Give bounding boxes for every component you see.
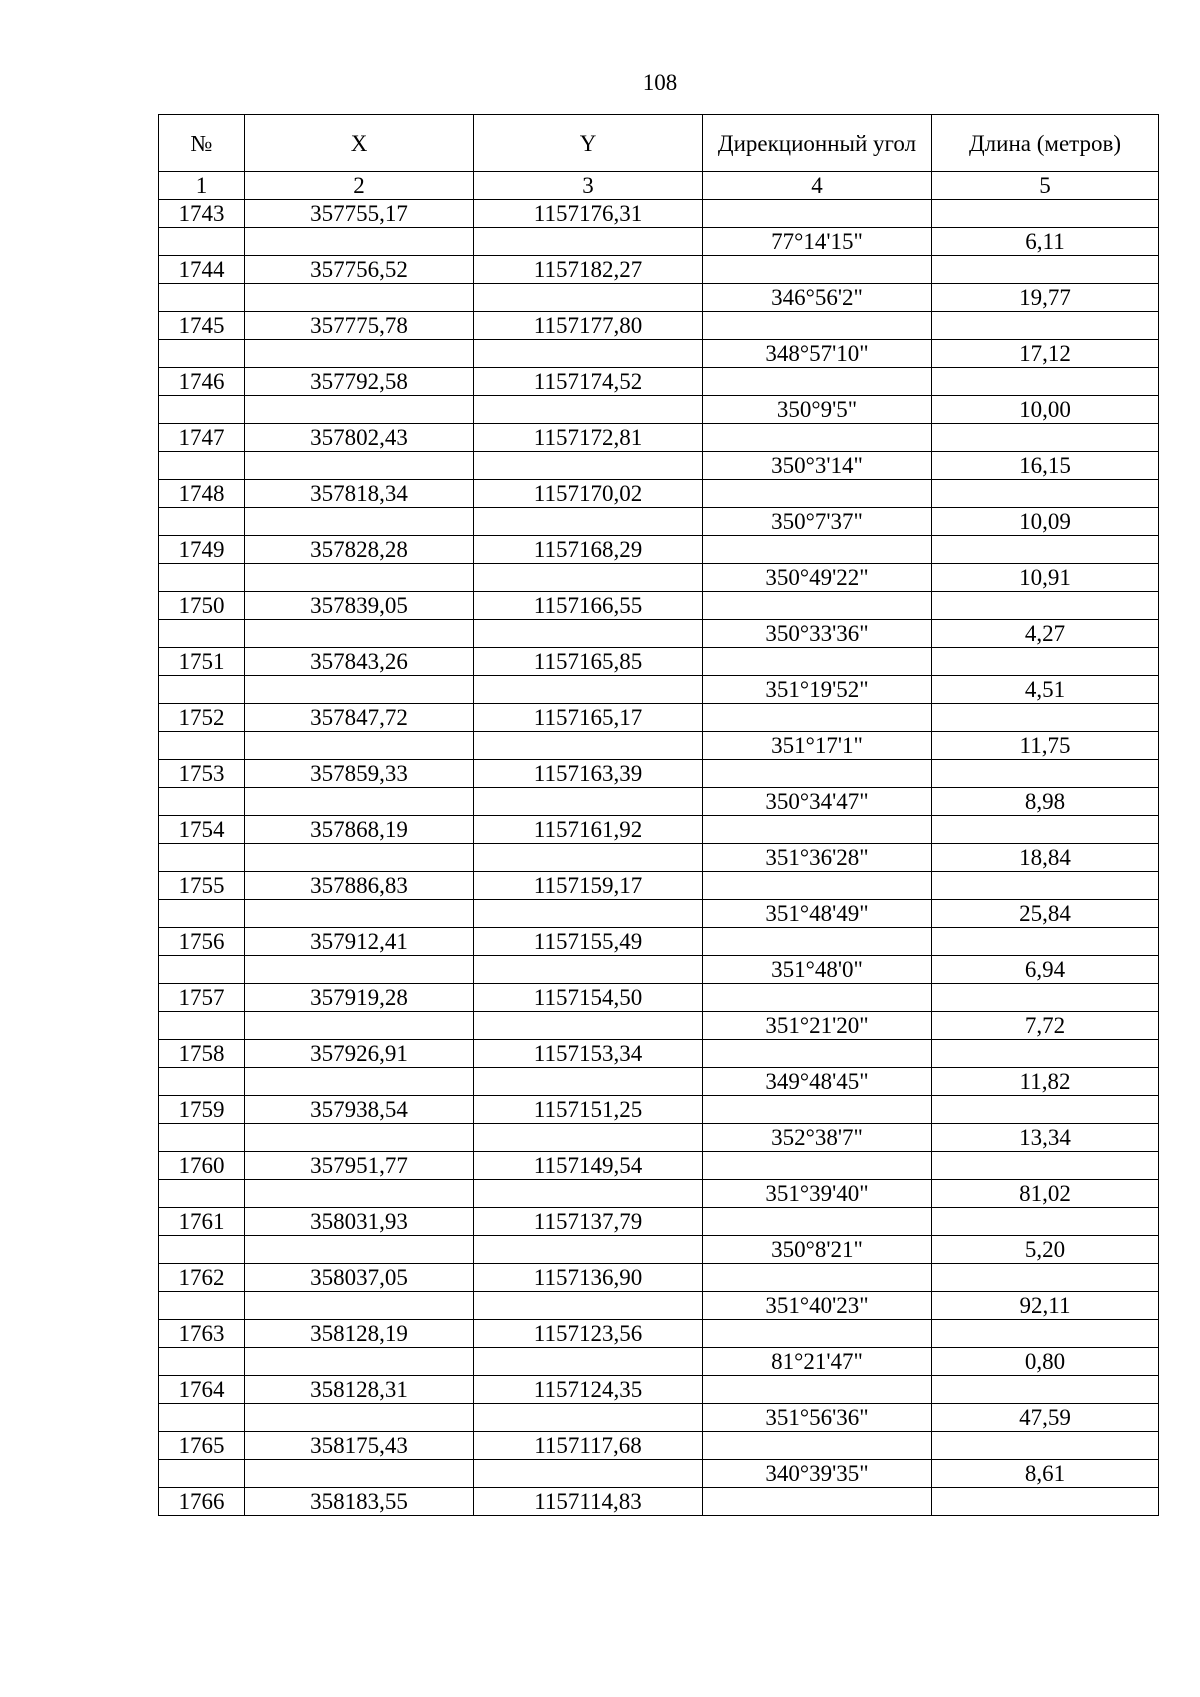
y-coordinate-cell [474, 1012, 703, 1040]
table-row [159, 1236, 1159, 1264]
length-cell [932, 816, 1159, 844]
point-number-cell: 1762 [159, 1264, 245, 1292]
x-coordinate-cell: 358031,93 [245, 1208, 474, 1236]
point-number-cell [159, 1236, 245, 1264]
x-coordinate-cell: 358175,43 [245, 1432, 474, 1460]
x-coordinate-cell: 357912,41 [245, 928, 474, 956]
x-coordinate-cell [245, 1236, 474, 1264]
y-coordinate-cell: 1157151,25 [474, 1096, 703, 1124]
x-coordinate-cell [245, 228, 474, 256]
point-number-cell [159, 1068, 245, 1096]
table-row [159, 452, 1159, 480]
x-coordinate-cell: 358183,55 [245, 1488, 474, 1516]
point-number-cell [159, 788, 245, 816]
table-row [159, 816, 1159, 844]
point-number-cell: 1757 [159, 984, 245, 1012]
x-coordinate-cell [245, 1180, 474, 1208]
length-cell [932, 1376, 1159, 1404]
x-coordinate-cell [245, 1068, 474, 1096]
direction-angle-cell [703, 872, 932, 900]
x-coordinate-cell: 357839,05 [245, 592, 474, 620]
point-number-cell [159, 900, 245, 928]
page-number: 108 [642, 70, 678, 95]
length-cell [932, 592, 1159, 620]
length-cell [932, 872, 1159, 900]
x-coordinate-cell: 357755,17 [245, 200, 474, 228]
y-coordinate-cell: 1157153,34 [474, 1040, 703, 1068]
y-coordinate-cell [474, 340, 703, 368]
x-coordinate-cell: 357792,58 [245, 368, 474, 396]
x-coordinate-cell [245, 1460, 474, 1488]
point-number-cell [159, 396, 245, 424]
y-coordinate-cell: 1157166,55 [474, 592, 703, 620]
direction-angle-cell [703, 368, 932, 396]
direction-angle-cell: 77°14'15" [703, 228, 932, 256]
y-coordinate-cell [474, 1404, 703, 1432]
point-number-cell: 1764 [159, 1376, 245, 1404]
point-number-cell: 1751 [159, 648, 245, 676]
x-coordinate-cell: 357843,26 [245, 648, 474, 676]
header-direction-angle: Дирекционный угол [703, 115, 932, 172]
table-row [159, 1068, 1159, 1096]
y-coordinate-cell [474, 508, 703, 536]
length-cell: 18,84 [932, 844, 1159, 872]
direction-angle-cell: 350°9'5" [703, 396, 932, 424]
length-cell: 10,91 [932, 564, 1159, 592]
point-number-cell [159, 1180, 245, 1208]
column-number: 4 [703, 172, 932, 200]
table-row [159, 1180, 1159, 1208]
table-row [159, 480, 1159, 508]
direction-angle-cell [703, 1264, 932, 1292]
table-row [159, 1152, 1159, 1180]
table-row [159, 1012, 1159, 1040]
direction-angle-cell [703, 1320, 932, 1348]
length-cell: 8,61 [932, 1460, 1159, 1488]
table-row [159, 620, 1159, 648]
y-coordinate-cell [474, 844, 703, 872]
length-cell [932, 760, 1159, 788]
header-number: № [159, 115, 245, 172]
x-coordinate-cell [245, 1012, 474, 1040]
direction-angle-cell: 350°49'22" [703, 564, 932, 592]
length-cell [932, 1040, 1159, 1068]
table-row [159, 200, 1159, 228]
point-number-cell [159, 1348, 245, 1376]
y-coordinate-cell: 1157114,83 [474, 1488, 703, 1516]
table-row [159, 1432, 1159, 1460]
direction-angle-cell: 351°48'49" [703, 900, 932, 928]
table-row [159, 1292, 1159, 1320]
length-cell: 81,02 [932, 1180, 1159, 1208]
y-coordinate-cell: 1157177,80 [474, 312, 703, 340]
length-cell [932, 536, 1159, 564]
y-coordinate-cell: 1157182,27 [474, 256, 703, 284]
y-coordinate-cell [474, 1124, 703, 1152]
length-cell: 4,27 [932, 620, 1159, 648]
direction-angle-cell [703, 1432, 932, 1460]
y-coordinate-cell: 1157154,50 [474, 984, 703, 1012]
point-number-cell: 1766 [159, 1488, 245, 1516]
y-coordinate-cell: 1157176,31 [474, 200, 703, 228]
table-row [159, 956, 1159, 984]
table-row [159, 312, 1159, 340]
point-number-cell [159, 844, 245, 872]
direction-angle-cell [703, 1488, 932, 1516]
length-cell [932, 1096, 1159, 1124]
length-cell [932, 312, 1159, 340]
column-number: 1 [159, 172, 245, 200]
point-number-cell [159, 1460, 245, 1488]
length-cell: 25,84 [932, 900, 1159, 928]
length-cell [932, 704, 1159, 732]
point-number-cell [159, 452, 245, 480]
table-row [159, 340, 1159, 368]
length-cell [932, 1152, 1159, 1180]
y-coordinate-cell: 1157155,49 [474, 928, 703, 956]
length-cell: 7,72 [932, 1012, 1159, 1040]
y-coordinate-cell [474, 900, 703, 928]
length-cell: 92,11 [932, 1292, 1159, 1320]
length-cell: 47,59 [932, 1404, 1159, 1432]
direction-angle-cell [703, 1152, 932, 1180]
point-number-cell: 1743 [159, 200, 245, 228]
direction-angle-cell [703, 424, 932, 452]
table-row [159, 536, 1159, 564]
point-number-cell [159, 340, 245, 368]
x-coordinate-cell [245, 788, 474, 816]
point-number-cell: 1747 [159, 424, 245, 452]
x-coordinate-cell: 357868,19 [245, 816, 474, 844]
x-coordinate-cell: 358128,19 [245, 1320, 474, 1348]
direction-angle-cell [703, 1040, 932, 1068]
direction-angle-cell: 350°34'47" [703, 788, 932, 816]
y-coordinate-cell [474, 1068, 703, 1096]
direction-angle-cell [703, 312, 932, 340]
table-row [159, 1208, 1159, 1236]
table-row [159, 704, 1159, 732]
direction-angle-cell [703, 984, 932, 1012]
header-x: X [245, 115, 474, 172]
table-row [159, 284, 1159, 312]
table-row [159, 424, 1159, 452]
length-cell [932, 1432, 1159, 1460]
table-row [159, 1040, 1159, 1068]
table-row [159, 872, 1159, 900]
table-row [159, 1348, 1159, 1376]
y-coordinate-cell [474, 732, 703, 760]
direction-angle-cell [703, 480, 932, 508]
x-coordinate-cell: 357886,83 [245, 872, 474, 900]
x-coordinate-cell: 358037,05 [245, 1264, 474, 1292]
length-cell [932, 1488, 1159, 1516]
table-row [159, 844, 1159, 872]
length-cell: 17,12 [932, 340, 1159, 368]
direction-angle-cell: 348°57'10" [703, 340, 932, 368]
y-coordinate-cell: 1157149,54 [474, 1152, 703, 1180]
point-number-cell: 1745 [159, 312, 245, 340]
direction-angle-cell [703, 592, 932, 620]
direction-angle-cell: 350°7'37" [703, 508, 932, 536]
x-coordinate-cell: 357938,54 [245, 1096, 474, 1124]
length-cell [932, 480, 1159, 508]
length-cell: 16,15 [932, 452, 1159, 480]
direction-angle-cell: 351°56'36" [703, 1404, 932, 1432]
point-number-cell: 1754 [159, 816, 245, 844]
y-coordinate-cell [474, 228, 703, 256]
x-coordinate-cell [245, 676, 474, 704]
table-row [159, 676, 1159, 704]
y-coordinate-cell: 1157165,17 [474, 704, 703, 732]
table-row [159, 564, 1159, 592]
table-row [159, 368, 1159, 396]
y-coordinate-cell [474, 1236, 703, 1264]
point-number-cell [159, 508, 245, 536]
y-coordinate-cell [474, 956, 703, 984]
x-coordinate-cell: 357859,33 [245, 760, 474, 788]
length-cell: 11,75 [932, 732, 1159, 760]
y-coordinate-cell [474, 620, 703, 648]
y-coordinate-cell [474, 564, 703, 592]
length-cell [932, 368, 1159, 396]
point-number-cell: 1760 [159, 1152, 245, 1180]
x-coordinate-cell [245, 508, 474, 536]
header-y: Y [474, 115, 703, 172]
table-row [159, 1460, 1159, 1488]
length-cell [932, 648, 1159, 676]
length-cell: 8,98 [932, 788, 1159, 816]
point-number-cell: 1746 [159, 368, 245, 396]
length-cell: 4,51 [932, 676, 1159, 704]
length-cell: 10,00 [932, 396, 1159, 424]
direction-angle-cell [703, 648, 932, 676]
x-coordinate-cell [245, 1124, 474, 1152]
length-cell: 19,77 [932, 284, 1159, 312]
direction-angle-cell: 350°3'14" [703, 452, 932, 480]
direction-angle-cell: 346°56'2" [703, 284, 932, 312]
point-number-cell [159, 564, 245, 592]
table-row [159, 732, 1159, 760]
x-coordinate-cell: 357919,28 [245, 984, 474, 1012]
table-row [159, 1376, 1159, 1404]
table-row [159, 1096, 1159, 1124]
point-number-cell [159, 1292, 245, 1320]
point-number-cell: 1763 [159, 1320, 245, 1348]
table-header-row [159, 115, 1159, 172]
length-cell: 6,11 [932, 228, 1159, 256]
point-number-cell: 1748 [159, 480, 245, 508]
x-coordinate-cell [245, 956, 474, 984]
y-coordinate-cell: 1157159,17 [474, 872, 703, 900]
length-cell [932, 200, 1159, 228]
y-coordinate-cell [474, 676, 703, 704]
direction-angle-cell: 351°39'40" [703, 1180, 932, 1208]
x-coordinate-cell: 357756,52 [245, 256, 474, 284]
length-cell: 11,82 [932, 1068, 1159, 1096]
x-coordinate-cell [245, 900, 474, 928]
x-coordinate-cell: 357951,77 [245, 1152, 474, 1180]
direction-angle-cell [703, 760, 932, 788]
length-cell [932, 1264, 1159, 1292]
x-coordinate-cell: 357802,43 [245, 424, 474, 452]
direction-angle-cell: 351°19'52" [703, 676, 932, 704]
y-coordinate-cell: 1157172,81 [474, 424, 703, 452]
table-row [159, 396, 1159, 424]
direction-angle-cell [703, 1096, 932, 1124]
point-number-cell: 1752 [159, 704, 245, 732]
point-number-cell: 1744 [159, 256, 245, 284]
length-cell: 0,80 [932, 1348, 1159, 1376]
y-coordinate-cell [474, 1460, 703, 1488]
table-body [159, 200, 1159, 1516]
point-number-cell: 1758 [159, 1040, 245, 1068]
x-coordinate-cell [245, 564, 474, 592]
y-coordinate-cell: 1157163,39 [474, 760, 703, 788]
direction-angle-cell [703, 928, 932, 956]
x-coordinate-cell [245, 1348, 474, 1376]
y-coordinate-cell: 1157136,90 [474, 1264, 703, 1292]
direction-angle-cell: 351°36'28" [703, 844, 932, 872]
length-cell [932, 1208, 1159, 1236]
length-cell: 10,09 [932, 508, 1159, 536]
direction-angle-cell: 349°48'45" [703, 1068, 932, 1096]
direction-angle-cell [703, 1376, 932, 1404]
x-coordinate-cell [245, 340, 474, 368]
table-row [159, 900, 1159, 928]
y-coordinate-cell [474, 1348, 703, 1376]
point-number-cell: 1765 [159, 1432, 245, 1460]
table-row [159, 1124, 1159, 1152]
y-coordinate-cell [474, 396, 703, 424]
y-coordinate-cell: 1157165,85 [474, 648, 703, 676]
point-number-cell [159, 284, 245, 312]
y-coordinate-cell: 1157137,79 [474, 1208, 703, 1236]
length-cell: 13,34 [932, 1124, 1159, 1152]
table-row [159, 648, 1159, 676]
table-row [159, 228, 1159, 256]
point-number-cell [159, 676, 245, 704]
point-number-cell [159, 1012, 245, 1040]
point-number-cell: 1750 [159, 592, 245, 620]
direction-angle-cell: 351°40'23" [703, 1292, 932, 1320]
x-coordinate-cell [245, 732, 474, 760]
direction-angle-cell: 351°17'1" [703, 732, 932, 760]
direction-angle-cell [703, 704, 932, 732]
column-number: 2 [245, 172, 474, 200]
point-number-cell: 1755 [159, 872, 245, 900]
column-number: 3 [474, 172, 703, 200]
header-length: Длина (метров) [932, 115, 1159, 172]
y-coordinate-cell: 1157174,52 [474, 368, 703, 396]
y-coordinate-cell: 1157161,92 [474, 816, 703, 844]
y-coordinate-cell [474, 1292, 703, 1320]
x-coordinate-cell [245, 1292, 474, 1320]
point-number-cell: 1756 [159, 928, 245, 956]
table-row [159, 256, 1159, 284]
y-coordinate-cell: 1157170,02 [474, 480, 703, 508]
table-row [159, 1404, 1159, 1432]
direction-angle-cell: 81°21'47" [703, 1348, 932, 1376]
direction-angle-cell: 351°21'20" [703, 1012, 932, 1040]
x-coordinate-cell [245, 452, 474, 480]
x-coordinate-cell [245, 620, 474, 648]
length-cell: 6,94 [932, 956, 1159, 984]
y-coordinate-cell [474, 1180, 703, 1208]
x-coordinate-cell [245, 844, 474, 872]
column-number-row [159, 172, 1159, 200]
x-coordinate-cell: 357818,34 [245, 480, 474, 508]
point-number-cell: 1761 [159, 1208, 245, 1236]
x-coordinate-cell: 357775,78 [245, 312, 474, 340]
point-number-cell: 1753 [159, 760, 245, 788]
y-coordinate-cell [474, 788, 703, 816]
point-number-cell [159, 956, 245, 984]
x-coordinate-cell: 358128,31 [245, 1376, 474, 1404]
length-cell [932, 984, 1159, 1012]
table-row [159, 928, 1159, 956]
table-row [159, 1264, 1159, 1292]
y-coordinate-cell [474, 284, 703, 312]
direction-angle-cell [703, 816, 932, 844]
direction-angle-cell [703, 256, 932, 284]
x-coordinate-cell [245, 284, 474, 312]
length-cell [932, 424, 1159, 452]
point-number-cell [159, 620, 245, 648]
direction-angle-cell [703, 1208, 932, 1236]
y-coordinate-cell: 1157124,35 [474, 1376, 703, 1404]
y-coordinate-cell: 1157123,56 [474, 1320, 703, 1348]
length-cell [932, 1320, 1159, 1348]
direction-angle-cell: 350°8'21" [703, 1236, 932, 1264]
direction-angle-cell [703, 200, 932, 228]
y-coordinate-cell: 1157168,29 [474, 536, 703, 564]
y-coordinate-cell: 1157117,68 [474, 1432, 703, 1460]
x-coordinate-cell [245, 1404, 474, 1432]
column-number: 5 [932, 172, 1159, 200]
table-row [159, 760, 1159, 788]
direction-angle-cell: 351°48'0" [703, 956, 932, 984]
direction-angle-cell: 352°38'7" [703, 1124, 932, 1152]
length-cell: 5,20 [932, 1236, 1159, 1264]
length-cell [932, 928, 1159, 956]
table-row [159, 1320, 1159, 1348]
length-cell [932, 256, 1159, 284]
point-number-cell: 1759 [159, 1096, 245, 1124]
table-row [159, 592, 1159, 620]
x-coordinate-cell: 357926,91 [245, 1040, 474, 1068]
point-number-cell [159, 1124, 245, 1152]
point-number-cell [159, 732, 245, 760]
point-number-cell: 1749 [159, 536, 245, 564]
table-row [159, 984, 1159, 1012]
x-coordinate-cell: 357847,72 [245, 704, 474, 732]
x-coordinate-cell [245, 396, 474, 424]
table-row [159, 508, 1159, 536]
table-row [159, 788, 1159, 816]
y-coordinate-cell [474, 452, 703, 480]
point-number-cell [159, 1404, 245, 1432]
x-coordinate-cell: 357828,28 [245, 536, 474, 564]
point-number-cell [159, 228, 245, 256]
coordinates-table [158, 114, 1159, 1516]
direction-angle-cell: 340°39'35" [703, 1460, 932, 1488]
direction-angle-cell: 350°33'36" [703, 620, 932, 648]
direction-angle-cell [703, 536, 932, 564]
table-row [159, 1488, 1159, 1516]
